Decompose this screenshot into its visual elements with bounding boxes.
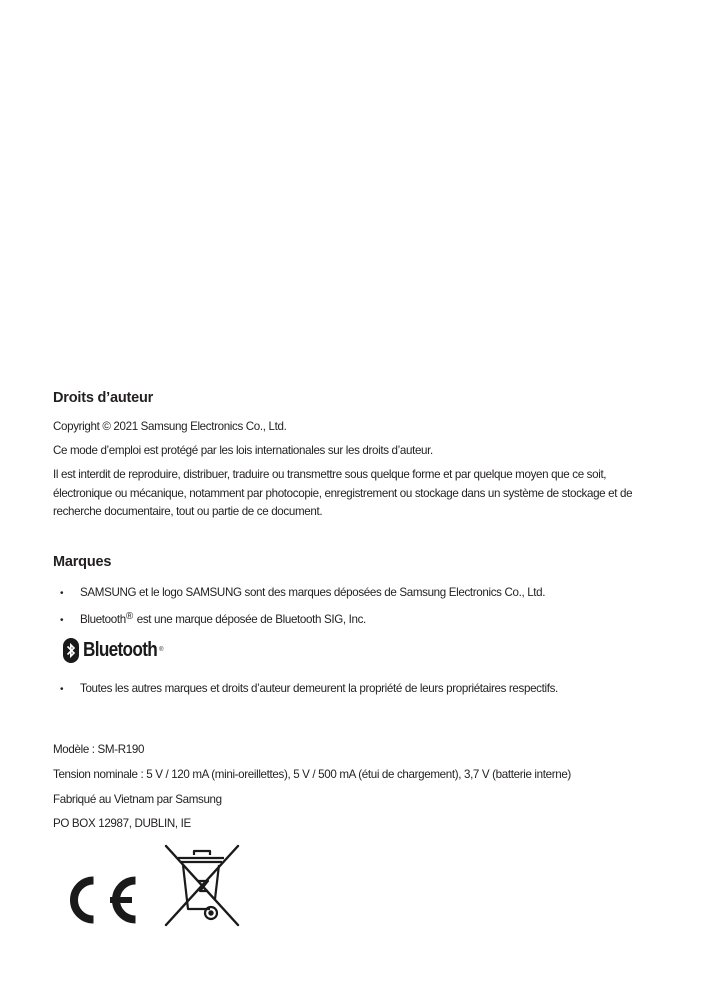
bluetooth-rune-icon	[63, 638, 79, 663]
bullet-icon: •	[60, 588, 64, 599]
rated-voltage: Tension nominale : 5 V / 120 mA (mini-oreillettes), 5 V / 500 mA (étui de chargement), 3,7 V (batterie interne)	[53, 768, 571, 781]
bullet-icon: •	[60, 684, 64, 695]
trademark-text: SAMSUNG et le logo SAMSUNG sont des marques déposées de Samsung Electronics Co., Ltd.	[80, 586, 546, 599]
registered-symbol: ®	[125, 611, 133, 622]
bullet-icon: •	[60, 615, 64, 626]
manufacturer-address: PO BOX 12987, DUBLIN, IE	[53, 817, 191, 830]
bluetooth-logo-registered: ®	[159, 647, 164, 653]
copyright-line: Copyright © 2021 Samsung Electronics Co., Ltd.	[53, 420, 287, 433]
protection-statement: Ce mode d’emploi est protégé par les lois internationales sur les droits d’auteur.	[53, 444, 433, 457]
bluetooth-logo-word: Bluetooth	[83, 638, 158, 661]
trademark-item-others	[60, 681, 680, 698]
reproduction-notice: Il est interdit de reproduire, distribuer, traduire ou transmettre sous quelque forme et par quelque moyen que ce soit, électronique ou mécanique, notamment par photocopie, enregistrement ou stockage dans un système de stockage et de recherche documentaire, tout ou partie de ce document.	[53, 468, 633, 518]
crossed-out-wheelie-bin-icon	[160, 843, 242, 933]
trademark-item-samsung	[60, 585, 680, 602]
model-number: Modèle : SM-R190	[53, 743, 145, 756]
manufacture-origin: Fabriqué au Vietnam par Samsung	[53, 793, 222, 806]
bluetooth-logo	[63, 637, 164, 663]
bluetooth-brand-text: Bluetooth	[80, 613, 126, 626]
copyright-heading: Droits d’auteur	[53, 390, 154, 406]
trademark-text: Toutes les autres marques et droits d’auteur demeurent la propriété de leurs propriétaires respectifs.	[80, 682, 558, 695]
trademark-item-bluetooth	[60, 609, 680, 629]
ce-mark-icon	[60, 872, 142, 933]
trademark-text: est une marque déposée de Bluetooth SIG, Inc.	[136, 613, 366, 626]
trademarks-heading: Marques	[53, 554, 112, 570]
